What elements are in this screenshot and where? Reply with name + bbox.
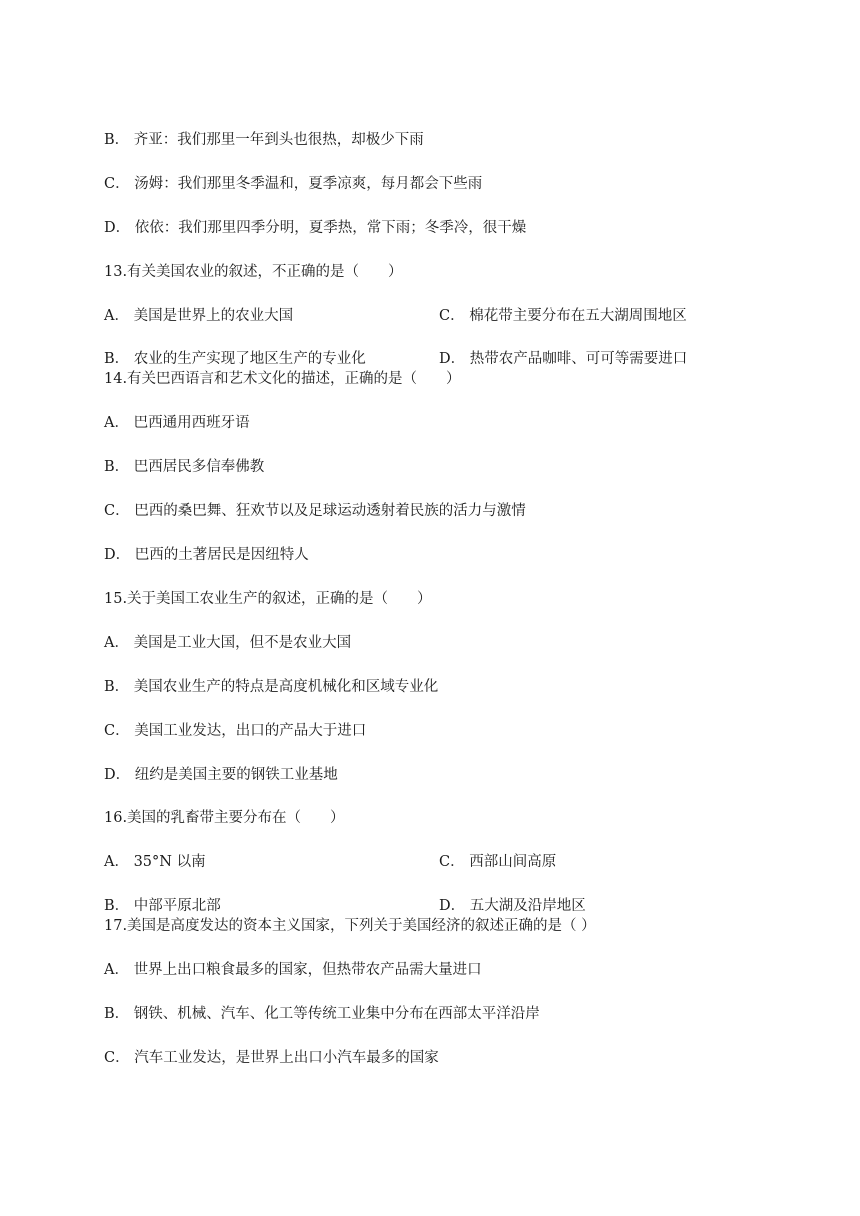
q17-option-b: B． 钢铁、机械、汽车、化工等传统工业集中分布在西部太平洋沿岸 <box>104 1006 540 1022</box>
q13-option-c: C． 棉花带主要分布在五大湖周围地区 <box>439 308 687 324</box>
q16-option-a: A． 35°N 以南 <box>104 854 206 870</box>
q12-option-b: B． 齐亚：我们那里一年到头也很热，却极少下雨 <box>104 132 424 148</box>
q13-stem: 13.有关美国农业的叙述，不正确的是（ ） <box>104 264 403 280</box>
q17-option-a: A． 世界上出口粮食最多的国家，但热带农产品需大量进口 <box>104 962 482 978</box>
q16-option-b: B． 中部平原北部 <box>104 898 221 914</box>
q12-option-d: D． 依依：我们那里四季分明，夏季热，常下雨；冬季冷，很干燥 <box>104 220 527 236</box>
q17-stem: 17.美国是高度发达的资本主义国家，下列关于美国经济的叙述正确的是（ ） <box>104 918 596 934</box>
q12-option-c: C． 汤姆：我们那里冬季温和，夏季凉爽，每月都会下些雨 <box>104 176 483 192</box>
q15-option-a: A． 美国是工业大国，但不是农业大国 <box>104 635 352 651</box>
q17-option-c: C． 汽车工业发达，是世界上出口小汽车最多的国家 <box>104 1050 439 1066</box>
q16-stem: 16.美国的乳畜带主要分布在（ ） <box>104 810 345 826</box>
q14-stem: 14.有关巴西语言和艺术文化的描述，正确的是（ ） <box>104 371 461 387</box>
q14-option-b: B． 巴西居民多信奉佛教 <box>104 459 265 475</box>
q13-option-d: D． 热带农产品咖啡、可可等需要进口 <box>439 351 688 367</box>
q13-option-a: A． 美国是世界上的农业大国 <box>104 308 294 324</box>
q14-option-d: D． 巴西的土著居民是因纽特人 <box>104 547 309 563</box>
q13-option-b: B． 农业的生产实现了地区生产的专业化 <box>104 351 366 367</box>
q15-stem: 15.关于美国工农业生产的叙述，正确的是（ ） <box>104 591 432 607</box>
q16-option-c: C． 西部山间高原 <box>439 854 557 870</box>
q15-option-d: D． 纽约是美国主要的钢铁工业基地 <box>104 767 338 783</box>
q14-option-c: C． 巴西的桑巴舞、狂欢节以及足球运动透射着民族的活力与激情 <box>104 503 526 519</box>
q16-option-d: D． 五大湖及沿岸地区 <box>439 898 586 914</box>
q15-option-c: C． 美国工业发达，出口的产品大于进口 <box>104 723 367 739</box>
q15-option-b: B． 美国农业生产的特点是高度机械化和区域专业化 <box>104 679 439 695</box>
q14-option-a: A． 巴西通用西班牙语 <box>104 415 250 431</box>
